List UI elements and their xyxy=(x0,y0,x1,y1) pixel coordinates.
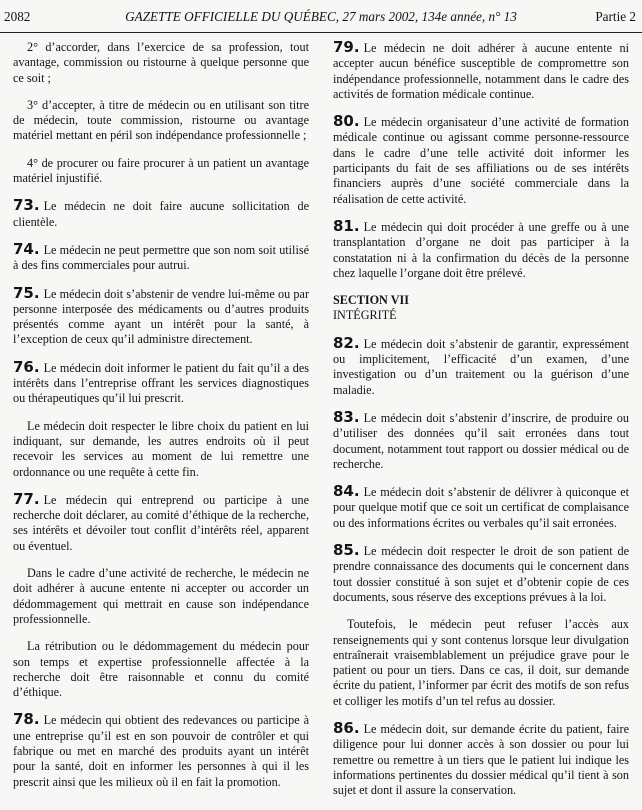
right-column xyxy=(333,40,629,810)
paragraph-item-2: 2° d’accorder, dans l’exercice de sa profession, tout avantage, commission ou ristourne à quelque personne que ce soit ; xyxy=(13,40,309,85)
part-label: Partie 2 xyxy=(595,9,636,24)
article-number: 83. xyxy=(333,407,360,426)
article-number: 78. xyxy=(13,710,40,729)
article-82 xyxy=(333,333,629,398)
article-text: Le médecin doit s’abstenir de délivrer à quiconque et pour quelque motif que ce soit un certificat de complaisance ou des informations écrites ou verbales qu’il sait erronées. xyxy=(333,485,629,530)
article-text: Le médecin doit informer le patient du fait qu’il a des intérêts dans l’entreprise offrant les services diagnostiques ou thérapeutiques qu’il lui prescrit. xyxy=(13,360,309,406)
article-number: 79. xyxy=(333,38,360,56)
article-84 xyxy=(333,484,629,531)
article-text: Le médecin doit respecter le droit de son patient de prendre connaissance des documents qui le concernent dans tout dossier constitué à son sujet et d’obtenir copie de ces documents, sous réserve des exceptions prévues à la loi. xyxy=(333,544,629,604)
article-74 xyxy=(13,239,309,274)
article-text: Le médecin organisateur d’une activité de formation médicale continue ou agissant comme personne-ressource dans le cadre d’une telle activité doit informer les participants du fait de ses affiliations ou de ses intérêts financiers auprès d’une société commerciale dans la réalisation de cette activité. xyxy=(333,115,629,206)
section-heading xyxy=(333,293,629,324)
article-number: 82. xyxy=(333,333,360,352)
article-number: 74. xyxy=(13,239,40,258)
article-text: Le médecin doit s’abstenir d’inscrire, de produire ou d’utiliser des données qu’il sait erronées dans tout document, notamment tout rapport ou dossier médical ou de recherche. xyxy=(333,410,629,471)
article-number: 86. xyxy=(333,718,360,737)
article-number: 76. xyxy=(13,357,40,376)
article-text: Le médecin ne doit adhérer à aucune entente ni accepter aucun bénéfice susceptible de compromettre son indépendance professionnelle, notamment dans le cadre des activités de formation médicale continue. xyxy=(333,41,629,101)
article-number: 81. xyxy=(333,216,360,235)
article-85 xyxy=(333,543,629,605)
article-76 xyxy=(13,357,309,407)
article-text: Le médecin doit s’abstenir de vendre lui-même ou par personne interposée des médicaments ou d’autres produits présentés comme ayant un intérêt pour la santé, à l’exception de ceux qu’il administre directement. xyxy=(13,286,309,347)
article-83 xyxy=(333,407,629,472)
article-77 xyxy=(13,489,309,554)
article-73 xyxy=(13,198,309,230)
article-number: 80. xyxy=(333,112,360,131)
paragraph: La rétribution ou le dédommagement du médecin pour son temps et expertise professionnelle affectée à la recherche doit être raisonnable et connu du comité d’éthique. xyxy=(13,639,309,700)
article-number: 85. xyxy=(333,541,360,560)
article-86 xyxy=(333,718,629,798)
article-number: 84. xyxy=(333,482,360,501)
article-number: 75. xyxy=(13,283,40,302)
page-number: 2082 xyxy=(4,9,31,24)
article-text: Le médecin ne doit faire aucune sollicitation de clientèle. xyxy=(13,199,309,229)
paragraph: Le médecin doit respecter le libre choix du patient en lui indiquant, sur demande, les autres endroits où il peut recevoir les services au moment de lui remettre une ordonnance ou une requête à cette fin. xyxy=(13,418,309,479)
article-text: Le médecin ne peut permettre que son nom soit utilisé à des fins commerciales pour autrui. xyxy=(13,242,309,273)
header-rule xyxy=(0,32,642,33)
page-header xyxy=(0,0,642,32)
article-text: Le médecin qui entreprend ou participe à une recherche doit déclarer, au comité d’éthique de la recherche, ses intérêts et dévoiler tout conflit d’intérêts réel, apparent ou éventuel. xyxy=(13,492,309,553)
article-75 xyxy=(13,283,309,348)
article-number: 73. xyxy=(13,196,40,215)
article-78 xyxy=(13,712,309,789)
article-text: Le médecin doit, sur demande écrite du patient, faire diligence pour lui donner accès à son dossier ou pour lui remettre ou remettre à un tiers que le patient lui indique les informations pertinentes du dossier médical qu’il tient à son sujet et dont il assure la conservation. xyxy=(333,721,629,798)
article-text: Le médecin doit s’abstenir de garantir, expressément ou implicitement, l’efficacité d’un examen, d’une investigation ou d’un traitement ou la guérison d’une maladie. xyxy=(333,336,629,397)
paragraph: Toutefois, le médecin peut refuser l’accès aux renseignements qui y sont contenus lorsque leur divulgation entraînerait vraisemblablement un préjudice grave pour le patient ou pour un tiers. Dans ce cas, il doit, sur demande écrite du patient, l’informer par écrit des motifs de son refus et colliger les motifs d’un tel refus au dossier. xyxy=(333,617,629,708)
article-text: Le médecin qui doit procéder à une greffe ou à une transplantation d’organe ne doit pas participer à la constatation ni à la confirmation du décès de la personne chez laquelle l’organe doit être prélevé. xyxy=(333,219,629,280)
article-79 xyxy=(333,40,629,102)
article-text: Le médecin qui obtient des redevances ou participe à une entreprise qu’il est en son pouvoir de contrôler et qui fabrique ou met en marché des produits ayant un intérêt pour la santé, doit en informer les personnes à qui il les prescrit ainsi que les milieux où il en fait la promotion. xyxy=(13,713,309,789)
paragraph-item-4: 4° de procurer ou faire procurer à un patient un avantage matériel injustifié. xyxy=(13,155,309,186)
left-column xyxy=(13,40,309,802)
article-80 xyxy=(333,114,629,207)
paragraph-item-3: 3° d’accepter, à titre de médecin ou en utilisant son titre de médecin, toute commission, ristourne ou avantage matériel mettant en péril son indépendance professionnelle ; xyxy=(13,97,309,143)
paragraph: Dans le cadre d’une activité de recherche, le médecin ne doit adhérer à aucune entente ni accepter ou accorder un dédommagement qui mettrait en cause son indépendance professionnelle. xyxy=(13,566,309,626)
publication-title: GAZETTE OFFICIELLE DU QUÉBEC, 27 mars 2002, 134e année, n° 13 xyxy=(125,9,517,24)
article-81 xyxy=(333,216,629,281)
article-number: 77. xyxy=(13,489,40,508)
section-subtitle: INTÉGRITÉ xyxy=(333,308,397,323)
section-title: SECTION VII xyxy=(333,293,409,308)
